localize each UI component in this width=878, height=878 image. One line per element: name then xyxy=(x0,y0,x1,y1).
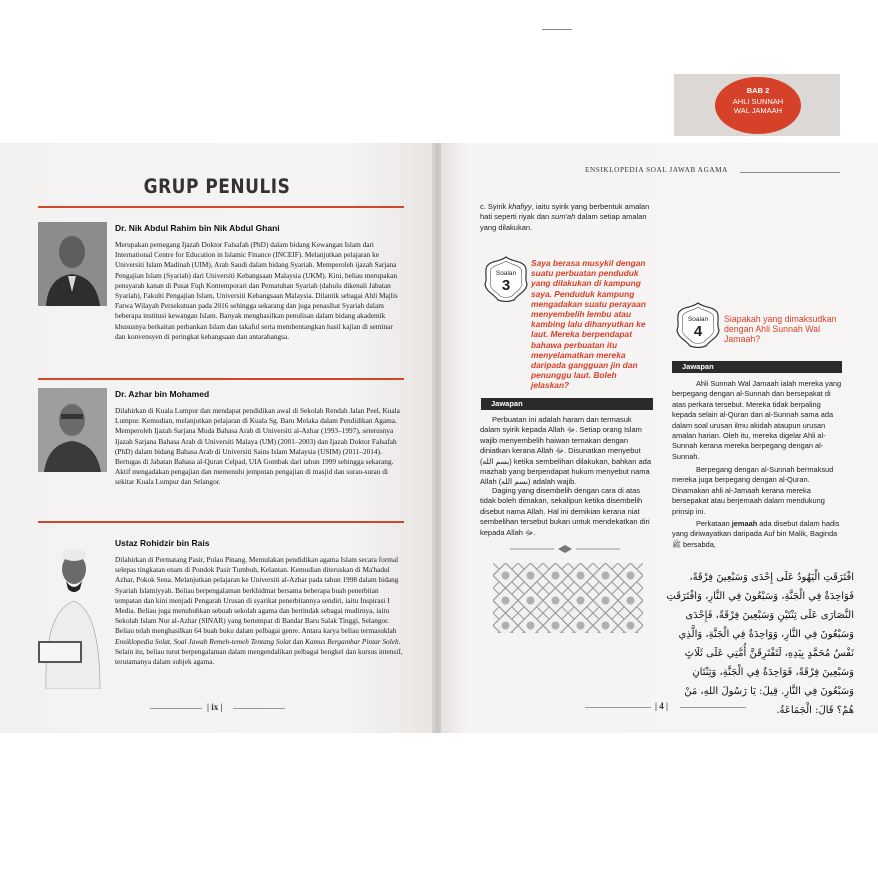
question-4-text: Siapakah yang dimaksudkan dengan Ahli Sunnah Wal Jamaah? xyxy=(724,314,837,345)
running-header: ENSIKLOPEDIA SOAL JAWAB AGAMA xyxy=(585,166,728,174)
author-photo-3 xyxy=(38,541,104,689)
divider-rule xyxy=(38,521,404,523)
ornament-divider-icon xyxy=(510,544,620,554)
divider-rule xyxy=(38,206,404,208)
chapter-title: AHLI SUNNAH WAL JAMAAH xyxy=(732,97,784,115)
author-photo-2 xyxy=(38,388,107,472)
answer-4-paragraph-2: Berpegang dengan al-Sunnah bermaksud mereka juga berpegang dengan al-Quran. Dinamakan ahli al-Jamaah kerana mereka bersepakat atau berjemaah dalam mendukung prinsip ini. xyxy=(672,465,834,516)
left-page xyxy=(0,143,434,733)
page-title: GRUP PENULIS xyxy=(143,175,291,199)
soalan-label: Soalan xyxy=(495,270,517,277)
header-rule xyxy=(542,29,572,30)
soalan-number: 3 xyxy=(501,277,511,294)
footer-rule xyxy=(585,707,651,708)
author-name-3: Ustaz Rohidzir bin Rais xyxy=(115,538,210,548)
soalan-label: Soalan xyxy=(687,316,709,323)
footer-rule xyxy=(150,708,202,709)
author-name-1: Dr. Nik Abdul Rahim bin Nik Abdul Ghani xyxy=(115,223,280,233)
jawapan-bar: Jawapan xyxy=(672,361,842,373)
divider-rule xyxy=(38,378,404,380)
footer-rule xyxy=(680,707,746,708)
chapter-label: BAB 2 xyxy=(746,86,770,95)
question-3-text: Saya berasa musykil dengan suatu perbuatan penduduk yang dilakukan di kampung saya. Penduduk kampung mengadakan suatu perayaan menyembelih lembu atau kambing lalu dihanyutkan ke laut. Mereka berpendapat bahawa perbuatan itu menyelamatkan mereka daripada gangguan jin dan penunggu laut. Boleh jelaskan? xyxy=(531,258,646,391)
footer-rule xyxy=(233,708,285,709)
answer-4-paragraph-1: Ahli Sunnah Wal Jamaah ialah mereka yang berpegang dengan al-Sunnah dan bersepakat di atas perkara tersebut. Mereka tidak berpaling kepada selain al-Quran dan al-Sunnah sama ada dalam soal urusan ilmu akidah ataupun urusan amalan harian. Oleh itu, mereka digelar Ahli al-Sunnah kerana mereka berpegang dengan al-Sunnah. xyxy=(672,379,842,461)
page-number-right: | 4 | xyxy=(655,701,668,711)
author-bio-2: Dilahirkan di Kuala Lumpur dan mendapat pendidikan awal di Sekolah Rendah Jalan Peel, Kuala Lumpur. Kemudian, melanjutkan pelajaran di Kuala Sg. Baru Melaka dalam Pendidikan Agama. Memperoleh Ijazah Sarjana Muda Bahasa Arab di Universiti al-Azhar (1993–1997), seterusnya Ijazah Sarjana Bahasa Arab di Universiti Malaya (UM) (2001–2003) dan Ijazah Doktor Falsafah (PhD) dalam bidang Bahasa Arab di Universiti Sains Islam Malaysia (USIM) (2011–2014). Bertugas di Jabatan Bahasa al-Quran Celpad, UIA Gombak dari tahun 1999 sehingga sekarang. Aktif mengadakan pengajian dan memenuhi jemputan pengajian di masjid dan surau-surau di sekitar Kuala Lumpur dan Selangor. xyxy=(115,406,400,487)
geometric-pattern-icon xyxy=(493,563,643,633)
author-bio-3: Dilahirkan di Permatang Pasir, Pulau Pinang. Memulakan pendidikan agama Islam secara formal selepas tingkatan enam di Pondok Pasir Tumbuh, Kelantan. Kemudian diteruskan di Ma'hadul Azhar, Pokok Sena. Melanjutkan pelajaran ke Universiti al-Azhar pada tahun 1998 dalam bidang Syariah Islamiyyah. Beliau berpengalaman berkhidmat bersama beberapa buah penerbitan tempatan dan kini menjadi Pengarah Urusan di syarikat penerbitannya sendiri, iaitu Inspirasi I Media. Beliau juga menubuhkan sebuah sekolah agama dan bertindak sebagai mudirnya, iaitu Sekolah Islam Nur al-Azhar (SINAR) yang bertempat di Bandar Baru Salak Tinggi, Selangor. Beliau telah menghasilkan 64 buah buku dalam pelbagai genre. Antara karya beliau termasuklah Ensiklopedia Solat, Soal Jawab Remeh-temeh Tentang Solat dan Kamus Bergambar Pintar Soleh. Selain itu, beliau turut berpengalaman dalam mengendalikan pelbagai bengkel dan kursus intensif, terutamanya dalam subjek agama. xyxy=(115,555,403,667)
author-name-2: Dr. Azhar bin Mohamed xyxy=(115,389,210,399)
intro-paragraph: c. Syirik khafiyy, iaitu syirik yang berbentuk amalan hati seperti riyak dan sum'ah dalam setiap amalan yang dilakukan. xyxy=(480,202,650,232)
page-number-left: | ix | xyxy=(207,702,223,712)
answer-3-paragraph-2: Daging yang disembelih dengan cara di atas tidak boleh dimakan, sekalipun ketika disembelih disebut nama Allah. Hal ini demikian kerana niat sembelihan tersebut bukan untuk mendekatkan diri kepada Allah ﷻ. xyxy=(480,486,650,537)
answer-3-paragraph-1: Perbuatan ini adalah haram dan termasuk dalam syirik kepada Allah ﷻ. Setiap orang Islam wajib menyembelih haiwan ternakan dengan diniatkan kerana Allah ﷻ. Disunatkan menyebut (بسم الله) ketika sembelihan dilakukan, bahkan ada mazhab yang berpendapat hukum menyebut nama Allah (بسم الله) adalah wajib. xyxy=(480,415,651,487)
author-photo-1 xyxy=(38,222,107,306)
header-rule xyxy=(740,172,840,173)
jawapan-bar: Jawapan xyxy=(481,398,653,410)
author-bio-1: Merupakan pemegang Ijazah Doktor Falsafah (PhD) dalam bidang Kewangan Islam dari International Centre for Education in Islamic Finance (INCEIF). Melanjutkan pelajaran ke Universiti Islam Madinah (UIM), Arab Saudi dalam bidang Syariah. Memperoleh ijazah Sarjana Pengajian Islam (Syariah) dari Universiti Kebangsaan Malaysia (UKM). Kini, beliau merupakan pensyarah kanan di Pusat Fiqh Kontemporari dan Pematuhan Syariah (dahulu dikenali Jabatan Syariah), Fakulti Pengajian Islam, Universiti Kebangsaan Malaysia. Dilantik sebagai Ahli Majlis Fatwa Wilayah Persekutuan pada 2016 sehingga sekarang dan juga penasihat Syariah dalam beberapa institusi kewangan Islam. Banyak menghasilkan penulisan dalam bidang akademik khususnya berkaitan perbankan Islam dan takaful serta membentangkan hasil kajian di seminar dan konvensyen di peringkat kebangsaan dan antarabangsa. xyxy=(115,240,398,341)
arabic-hadith: افْتَرَقَتِ الْيَهُودُ عَلَى إِحْدَى وَسَبْعِينَ فِرْقَةً، فَوَاحِدَةٌ فِي الْجَنَّةِ، وَسَبْعُونَ فِي النَّارِ، وَافْتَرَقَتِ النَّصَارَى عَلَى ثِنْتَيْنِ وَسَبْعِينَ فِرْقَةً، فَإِحْدَى وَسَبْعُونَ فِي النَّارِ، وَوَاحِدَةٌ فِي الْجَنَّةِ، وَالَّذِي نَفْسُ مُحَمَّدٍ بِيَدِهِ، لَتَفْتَرِقَنَّ أُمَّتِي عَلَى ثَلَاثٍ وَسَبْعِينَ فِرْقَةً، فَوَاحِدَةٌ فِي الْجَنَّةِ، وَثِنْتَانِ وَسَبْعُونَ فِي النَّارِ. قِيلَ: يَا رَسُولَ اللهِ، مَنْ هُمْ؟ قَالَ: الْجَمَاعَةُ. xyxy=(666,572,854,716)
answer-4-paragraph-3: Perkataan jemaah ada disebut dalam hadis yang diriwayatkan daripada Auf bin Malik, Baginda ﷺ bersabda, xyxy=(672,519,840,549)
soalan-number: 4 xyxy=(693,323,703,340)
chapter-badge xyxy=(715,77,801,134)
